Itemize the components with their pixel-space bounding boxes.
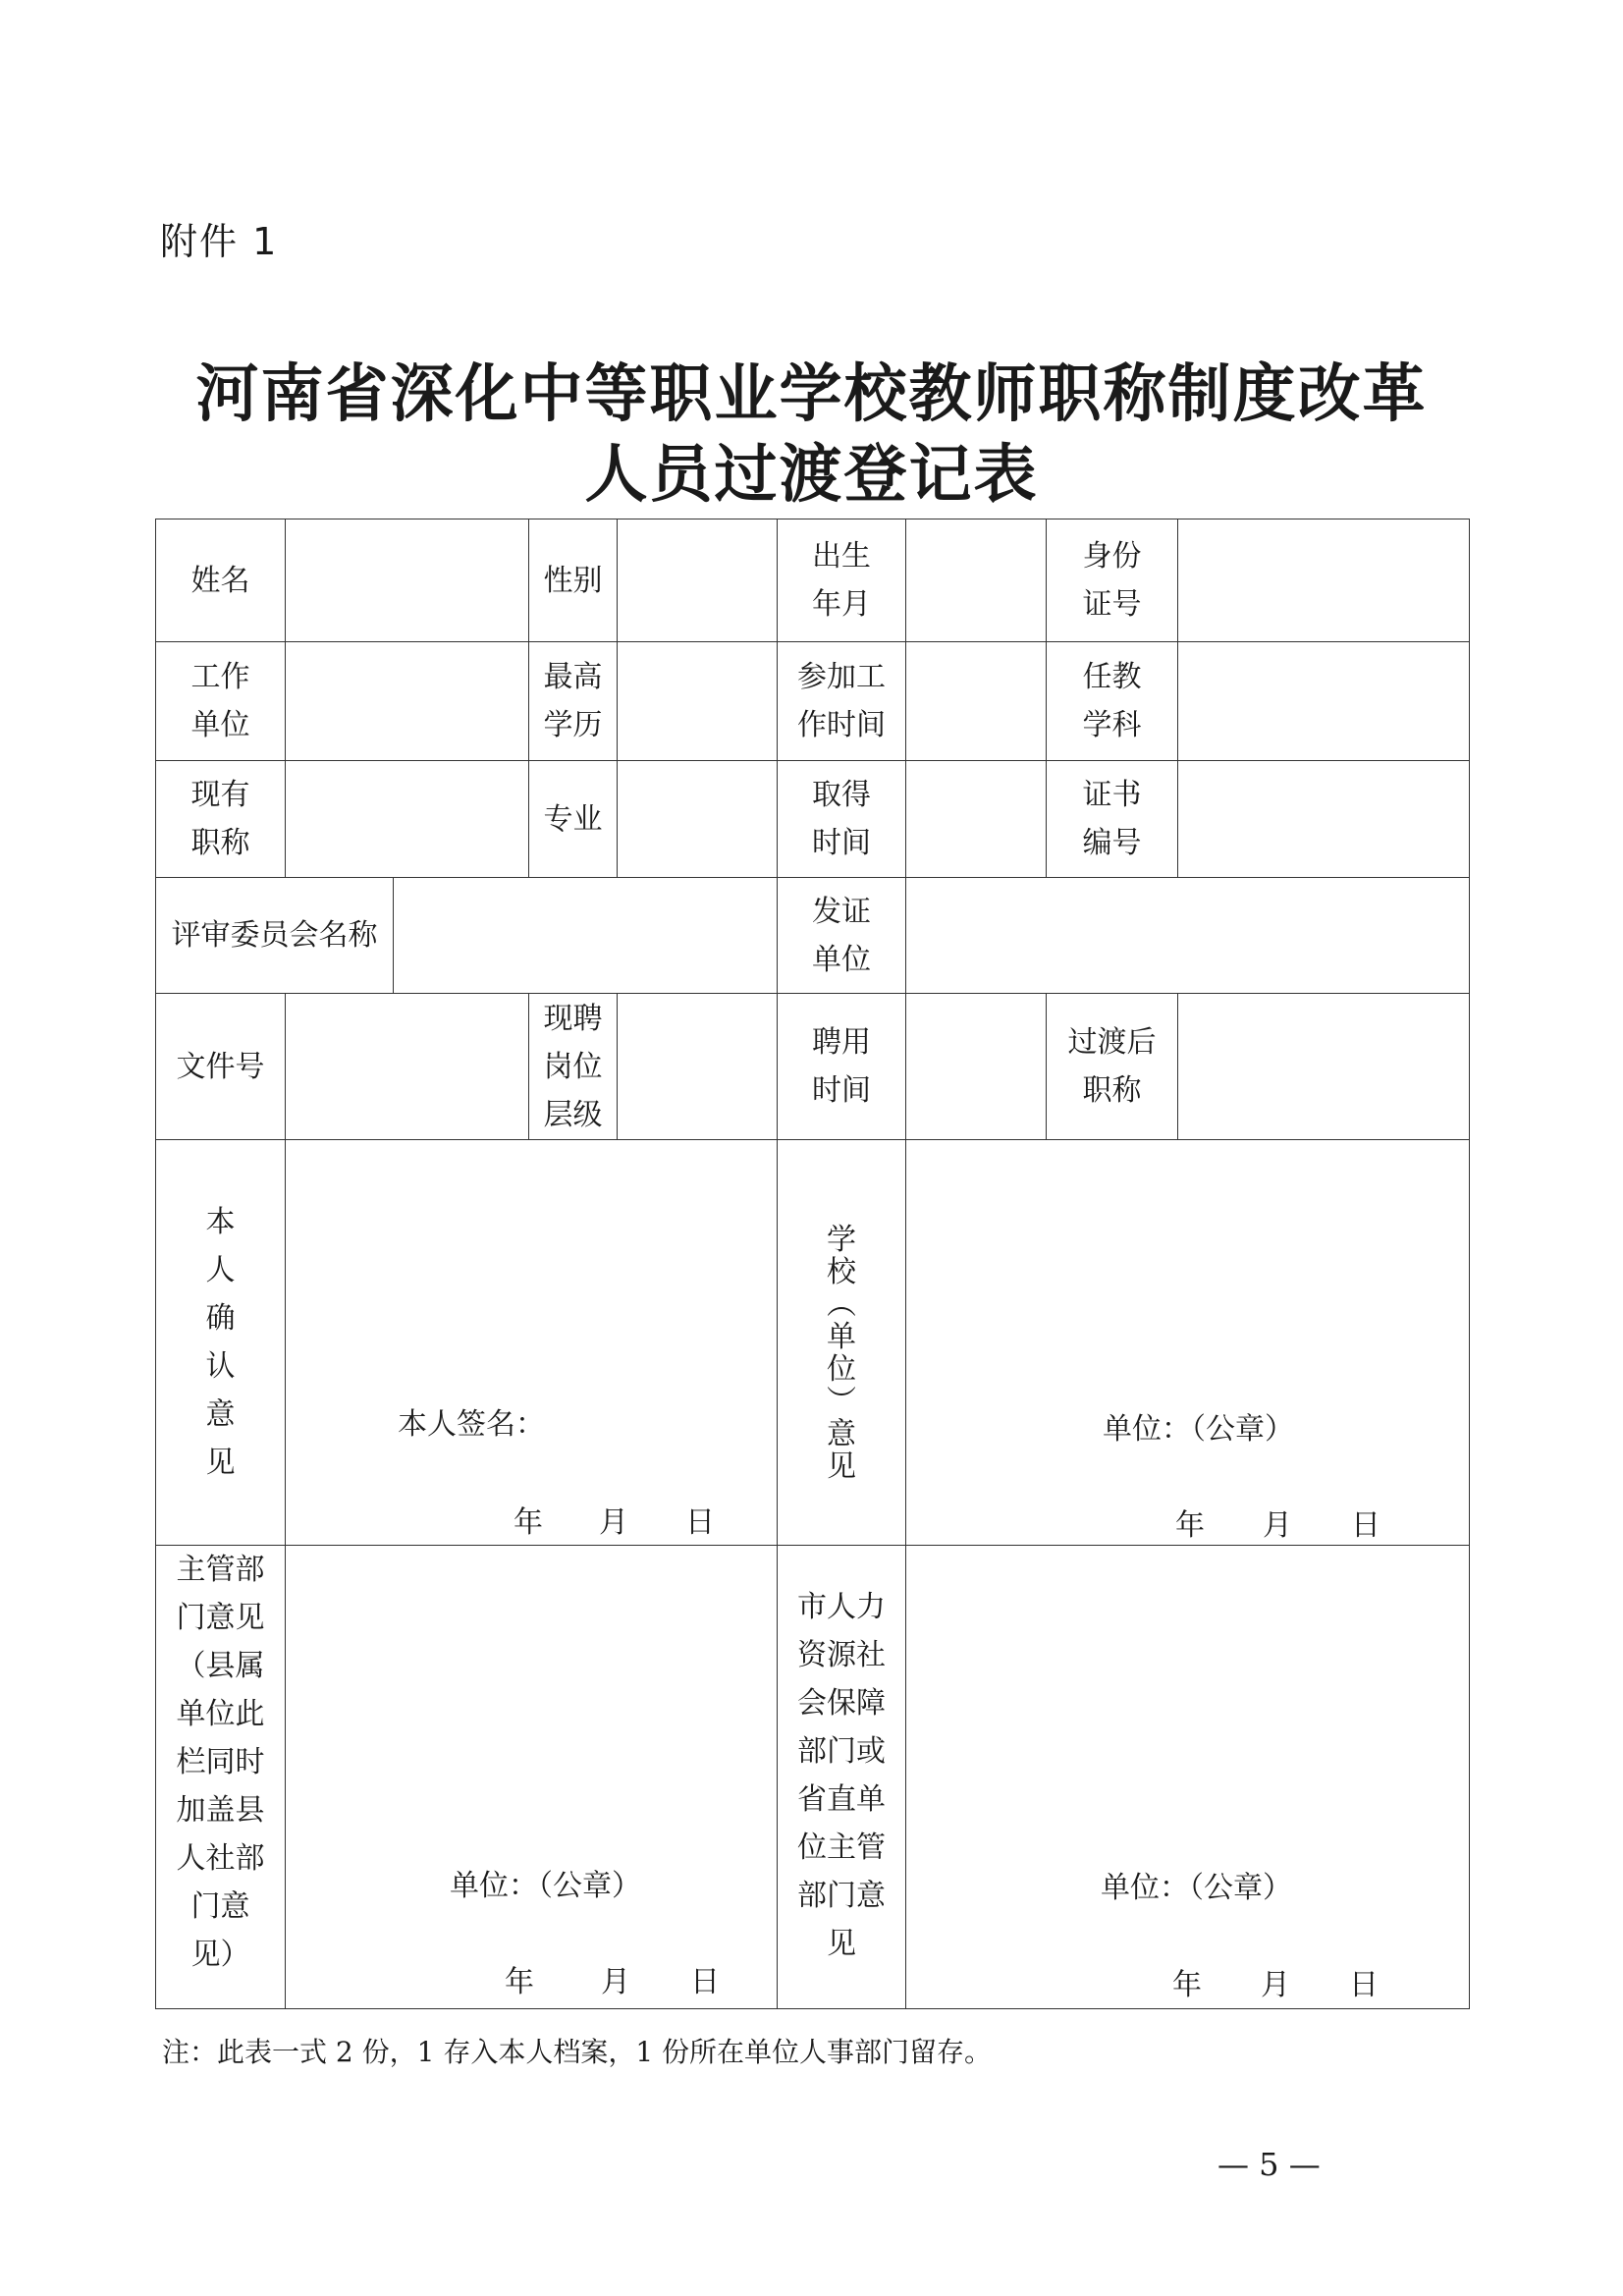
label-new-title xyxy=(1046,993,1178,1140)
label-line: 认 xyxy=(205,1349,236,1384)
label-committee: 评审委员会名称 xyxy=(155,877,394,994)
field-school-opinion[interactable] xyxy=(905,1139,1470,1546)
label-work-unit xyxy=(155,641,286,761)
label-line: 单 xyxy=(827,1320,856,1354)
label-line: 栏同时 xyxy=(176,1745,265,1779)
label-line: 学科 xyxy=(1082,708,1142,742)
field-self-confirm[interactable] xyxy=(285,1139,778,1546)
label-line: 现有 xyxy=(190,778,250,812)
label-line: 编号 xyxy=(1082,826,1142,860)
annex-label: 附件 1 xyxy=(160,220,279,263)
label-city-opinion xyxy=(777,1545,906,2009)
label-line: 见 xyxy=(205,1446,236,1480)
field-post-level[interactable] xyxy=(617,993,778,1140)
label-line: 聘用 xyxy=(812,1025,871,1060)
city-date-month: 月 xyxy=(1261,1968,1290,2002)
dept-date-month: 月 xyxy=(601,1965,630,1999)
label-line: 学历 xyxy=(543,708,603,742)
school-seal-label: 单位：（公章） xyxy=(1103,1412,1294,1447)
label-line: 年月 xyxy=(812,587,871,622)
label-line: 门意 xyxy=(190,1889,250,1924)
field-work-unit[interactable] xyxy=(285,641,529,761)
school-date-day: 日 xyxy=(1351,1508,1380,1543)
field-new-title[interactable] xyxy=(1177,993,1470,1140)
label-line: 见 xyxy=(827,1449,856,1484)
label-line: 省直单 xyxy=(797,1782,886,1817)
label-line: 部门意 xyxy=(797,1879,886,1913)
label-line: 职称 xyxy=(190,826,250,860)
field-education[interactable] xyxy=(617,641,778,761)
label-line: 会保障 xyxy=(797,1686,886,1721)
label-line: 作时间 xyxy=(797,708,886,742)
label-name: 姓名 xyxy=(155,519,286,642)
label-line: 人 xyxy=(205,1253,236,1287)
label-line: 市人力 xyxy=(797,1590,886,1624)
label-line: 位主管 xyxy=(797,1831,886,1865)
label-birth xyxy=(777,519,906,642)
label-line: 时间 xyxy=(812,826,871,860)
label-line: 单位 xyxy=(190,708,250,742)
field-committee[interactable] xyxy=(393,877,778,994)
label-line: 学 xyxy=(827,1223,856,1257)
label-line: 本 xyxy=(205,1205,236,1239)
label-line: 现聘 xyxy=(543,1001,603,1036)
label-line: （县属 xyxy=(176,1649,265,1683)
label-hire-time xyxy=(777,993,906,1140)
page-number: — 5 — xyxy=(1217,2146,1321,2183)
label-line: ︶ xyxy=(827,1385,856,1419)
label-line: 取得 xyxy=(812,778,871,812)
field-major[interactable] xyxy=(617,760,778,878)
label-current-title xyxy=(155,760,286,878)
label-line: 主管部 xyxy=(176,1553,265,1587)
label-line: 确 xyxy=(205,1301,236,1336)
label-obtain-time xyxy=(777,760,906,878)
label-line: 人社部 xyxy=(176,1841,265,1876)
label-line: 意 xyxy=(205,1397,236,1432)
label-id-number xyxy=(1046,519,1178,642)
label-line: 资源社 xyxy=(797,1638,886,1672)
self-date-month: 月 xyxy=(599,1505,628,1540)
label-line: ︵ xyxy=(827,1287,856,1322)
label-line: 位 xyxy=(827,1352,856,1387)
label-line: 参加工 xyxy=(797,660,886,694)
field-issuer[interactable] xyxy=(905,877,1470,994)
label-cert-number xyxy=(1046,760,1178,878)
label-line: 过渡后 xyxy=(1067,1025,1157,1060)
label-line: 见 xyxy=(827,1927,856,1961)
field-obtain-time[interactable] xyxy=(905,760,1047,878)
self-signature-label: 本人签名： xyxy=(398,1407,545,1442)
school-date-year: 年 xyxy=(1175,1508,1205,1543)
city-date-day: 日 xyxy=(1349,1968,1379,2002)
label-dept-opinion xyxy=(155,1545,286,2009)
dept-seal-label: 单位：（公章） xyxy=(450,1869,641,1903)
form-title-line2: 人员过渡登记表 xyxy=(584,438,1039,512)
label-line: 发证 xyxy=(812,894,871,929)
self-date-day: 日 xyxy=(685,1505,715,1540)
field-city-opinion[interactable] xyxy=(905,1545,1470,2009)
label-line: 校 xyxy=(827,1255,856,1289)
field-id-number[interactable] xyxy=(1177,519,1470,642)
label-line: 部门或 xyxy=(797,1734,886,1769)
city-seal-label: 单位：（公章） xyxy=(1101,1871,1292,1905)
label-line: 见） xyxy=(190,1938,250,1972)
label-subject xyxy=(1046,641,1178,761)
label-line: 岗位 xyxy=(543,1049,603,1084)
label-gender: 性别 xyxy=(528,519,618,642)
field-dept-opinion[interactable] xyxy=(285,1545,778,2009)
label-major: 专业 xyxy=(528,760,618,878)
footnote: 注：此表一式 2 份，1 存入本人档案，1 份所在单位人事部门留存。 xyxy=(162,2036,993,2068)
field-name[interactable] xyxy=(285,519,529,642)
label-line: 加盖县 xyxy=(176,1793,265,1828)
school-date-month: 月 xyxy=(1263,1508,1292,1543)
label-line: 层级 xyxy=(543,1097,603,1132)
field-birth[interactable] xyxy=(905,519,1047,642)
field-gender[interactable] xyxy=(617,519,778,642)
label-line: 最高 xyxy=(543,660,603,694)
label-post-level xyxy=(528,993,618,1140)
label-line: 门意见 xyxy=(176,1601,265,1635)
label-line: 单位此 xyxy=(176,1697,265,1731)
label-line: 出生 xyxy=(812,539,871,574)
label-education xyxy=(528,641,618,761)
field-current-title[interactable] xyxy=(285,760,529,878)
dept-date-year: 年 xyxy=(505,1965,534,1999)
label-line: 工作 xyxy=(190,660,250,694)
field-doc-number[interactable] xyxy=(285,993,529,1140)
label-line: 证书 xyxy=(1082,778,1142,812)
label-line: 意 xyxy=(827,1417,856,1451)
label-school-opinion xyxy=(777,1139,906,1546)
label-line: 身份 xyxy=(1082,539,1142,574)
city-date-year: 年 xyxy=(1172,1968,1202,2002)
self-date-year: 年 xyxy=(514,1505,543,1540)
label-work-start xyxy=(777,641,906,761)
field-subject[interactable] xyxy=(1177,641,1470,761)
label-line: 职称 xyxy=(1082,1073,1142,1108)
label-line: 任教 xyxy=(1082,660,1142,694)
field-cert-number[interactable] xyxy=(1177,760,1470,878)
field-hire-time[interactable] xyxy=(905,993,1047,1140)
label-line: 单位 xyxy=(812,942,871,977)
label-self-confirm xyxy=(155,1139,286,1546)
field-work-start[interactable] xyxy=(905,641,1047,761)
label-issuer xyxy=(777,877,906,994)
label-line: 时间 xyxy=(812,1073,871,1108)
label-line: 证号 xyxy=(1082,587,1142,622)
dept-date-day: 日 xyxy=(690,1965,720,1999)
form-title-line1: 河南省深化中等职业学校教师职称制度改革 xyxy=(195,357,1428,431)
label-doc-number: 文件号 xyxy=(155,993,286,1140)
